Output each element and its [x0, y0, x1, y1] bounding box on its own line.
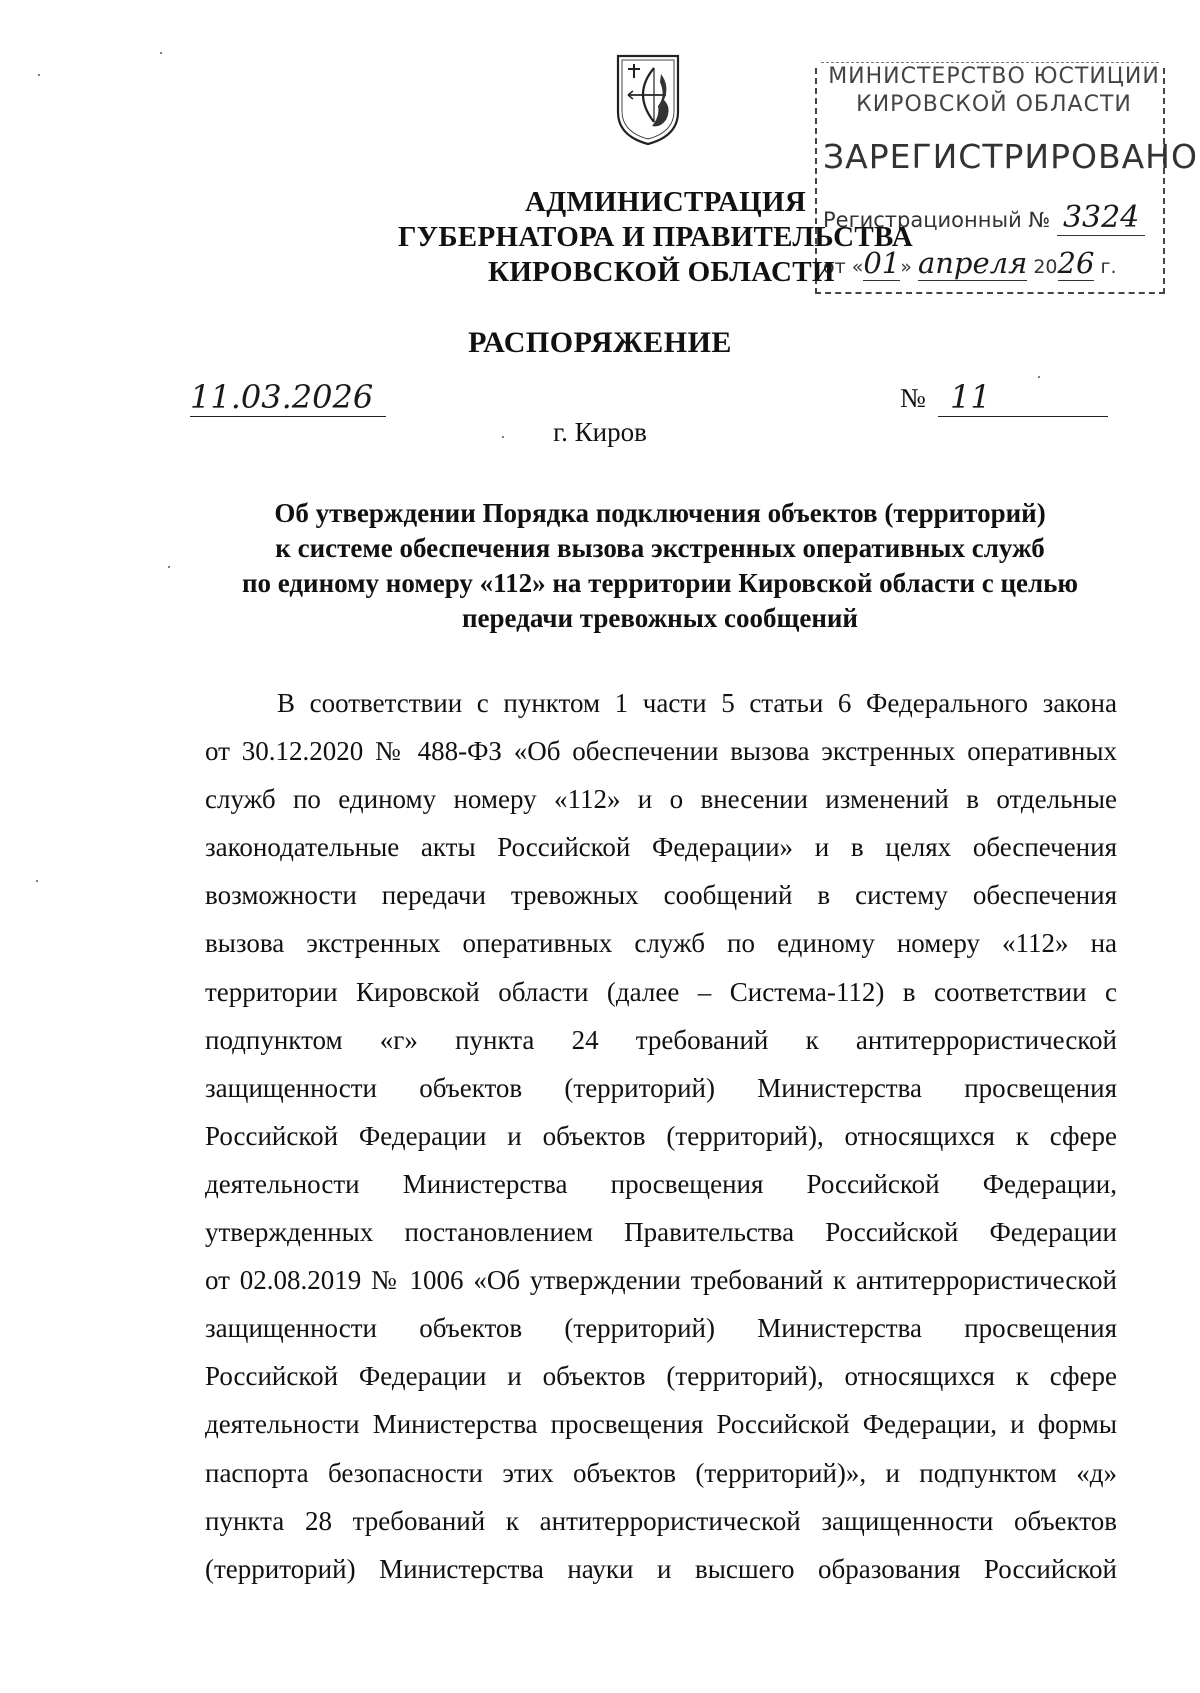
header-line-1: АДМИНИСТРАЦИЯ [525, 186, 807, 218]
body-text [205, 679, 1117, 1593]
order-number-label: № [900, 383, 926, 413]
body-line: возможности передачи тревожных сообщений в систему обеспечения [205, 880, 1117, 911]
body-line: вызова экстренных оперативных служб по единому номеру «112» на [205, 928, 1117, 959]
body-line: деятельности Министерства просвещения Российской Федерации, и формы [205, 1409, 1117, 1440]
subject-line: передачи тревожных сообщений [461, 603, 858, 633]
body-line: законодательные акты Российской Федерации» и в целях обеспечения [205, 832, 1117, 863]
subject-line: Об утверждении Порядка подключения объектов (территорий) [274, 498, 1046, 528]
city: г. Киров [553, 417, 647, 447]
header-line-2: ГУБЕРНАТОРА И ПРАВИТЕЛЬСТВА [398, 221, 914, 253]
stamp-date-year-prefix: 20 [1033, 256, 1058, 278]
body-line: территории Кировской области (далее – Система-112) в соответствии с [205, 976, 1117, 1007]
order-number: 11 [938, 378, 1108, 417]
body-line: Российской Федерации и объектов (территорий), относящихся к сфере [205, 1120, 1117, 1151]
stamp-date-year-suffix: 26 [1057, 246, 1095, 280]
body-line: защищенности объектов (территорий) Министерства просвещения [205, 1072, 1117, 1103]
subject-heading [200, 496, 1120, 636]
body-line: от 02.08.2019 № 1006 «Об утверждении требований к антитеррористической [205, 1265, 1117, 1296]
body-line: пункта 28 требований к антитеррористической защищенности объектов [205, 1505, 1117, 1536]
stamp-region-line: КИРОВСКОЙ ОБЛАСТИ [856, 92, 1132, 117]
body-line: Российской Федерации и объектов (территорий), относящихся к сфере [205, 1361, 1117, 1392]
body-line: подпунктом «г» пункта 24 требований к антитеррористической [205, 1024, 1117, 1055]
stamp-reg-number: 3324 [1057, 200, 1145, 236]
body-line: В соответствии с пунктом 1 части 5 статьи 6 Федерального закона [277, 688, 1117, 718]
body-line: защищенности объектов (территорий) Министерства просвещения [205, 1313, 1117, 1344]
body-line: служб по единому номеру «112» и о внесении изменений в отдельные [205, 784, 1117, 815]
stamp-ministry-line: МИНИСТЕРСТВО ЮСТИЦИИ [828, 64, 1160, 89]
stamp-date-month: апреля [917, 246, 1028, 280]
body-line: деятельности Министерства просвещения Российской Федерации, [205, 1168, 1117, 1199]
order-date: 11.03.2026 [190, 378, 386, 417]
header-line-3: КИРОВСКОЙ ОБЛАСТИ [488, 256, 835, 288]
subject-line: к системе обеспечения вызова экстренных оперативных служб [275, 533, 1045, 563]
stamp-registered-label: ЗАРЕГИСТРИРОВАНО [823, 137, 1198, 176]
stamp-reg-label: Регистрационный № [823, 208, 1051, 232]
stamp-date-suffix: г. [1100, 256, 1117, 278]
body-line: утвержденных постановлением Правительства Российской Федерации [205, 1217, 1117, 1248]
stamp-date-prefix: от « [823, 256, 864, 278]
body-line: паспорта безопасности этих объектов (территорий)», и подпунктом «д» [205, 1457, 1117, 1488]
body-line: от 30.12.2020 № 488-ФЗ «Об обеспечении вызова экстренных оперативных [205, 736, 1117, 767]
stamp-date-day: 01 [863, 246, 901, 280]
registration-stamp [815, 62, 1198, 294]
order-title: РАСПОРЯЖЕНИЕ [468, 326, 732, 359]
body-line: (территорий) Министерства науки и высшего образования Российской [205, 1553, 1117, 1584]
subject-line: по единому номеру «112» на территории Кировской области с целью [241, 568, 1079, 598]
coat-of-arms-icon [614, 52, 682, 148]
stamp-date-mid: » [900, 256, 912, 278]
